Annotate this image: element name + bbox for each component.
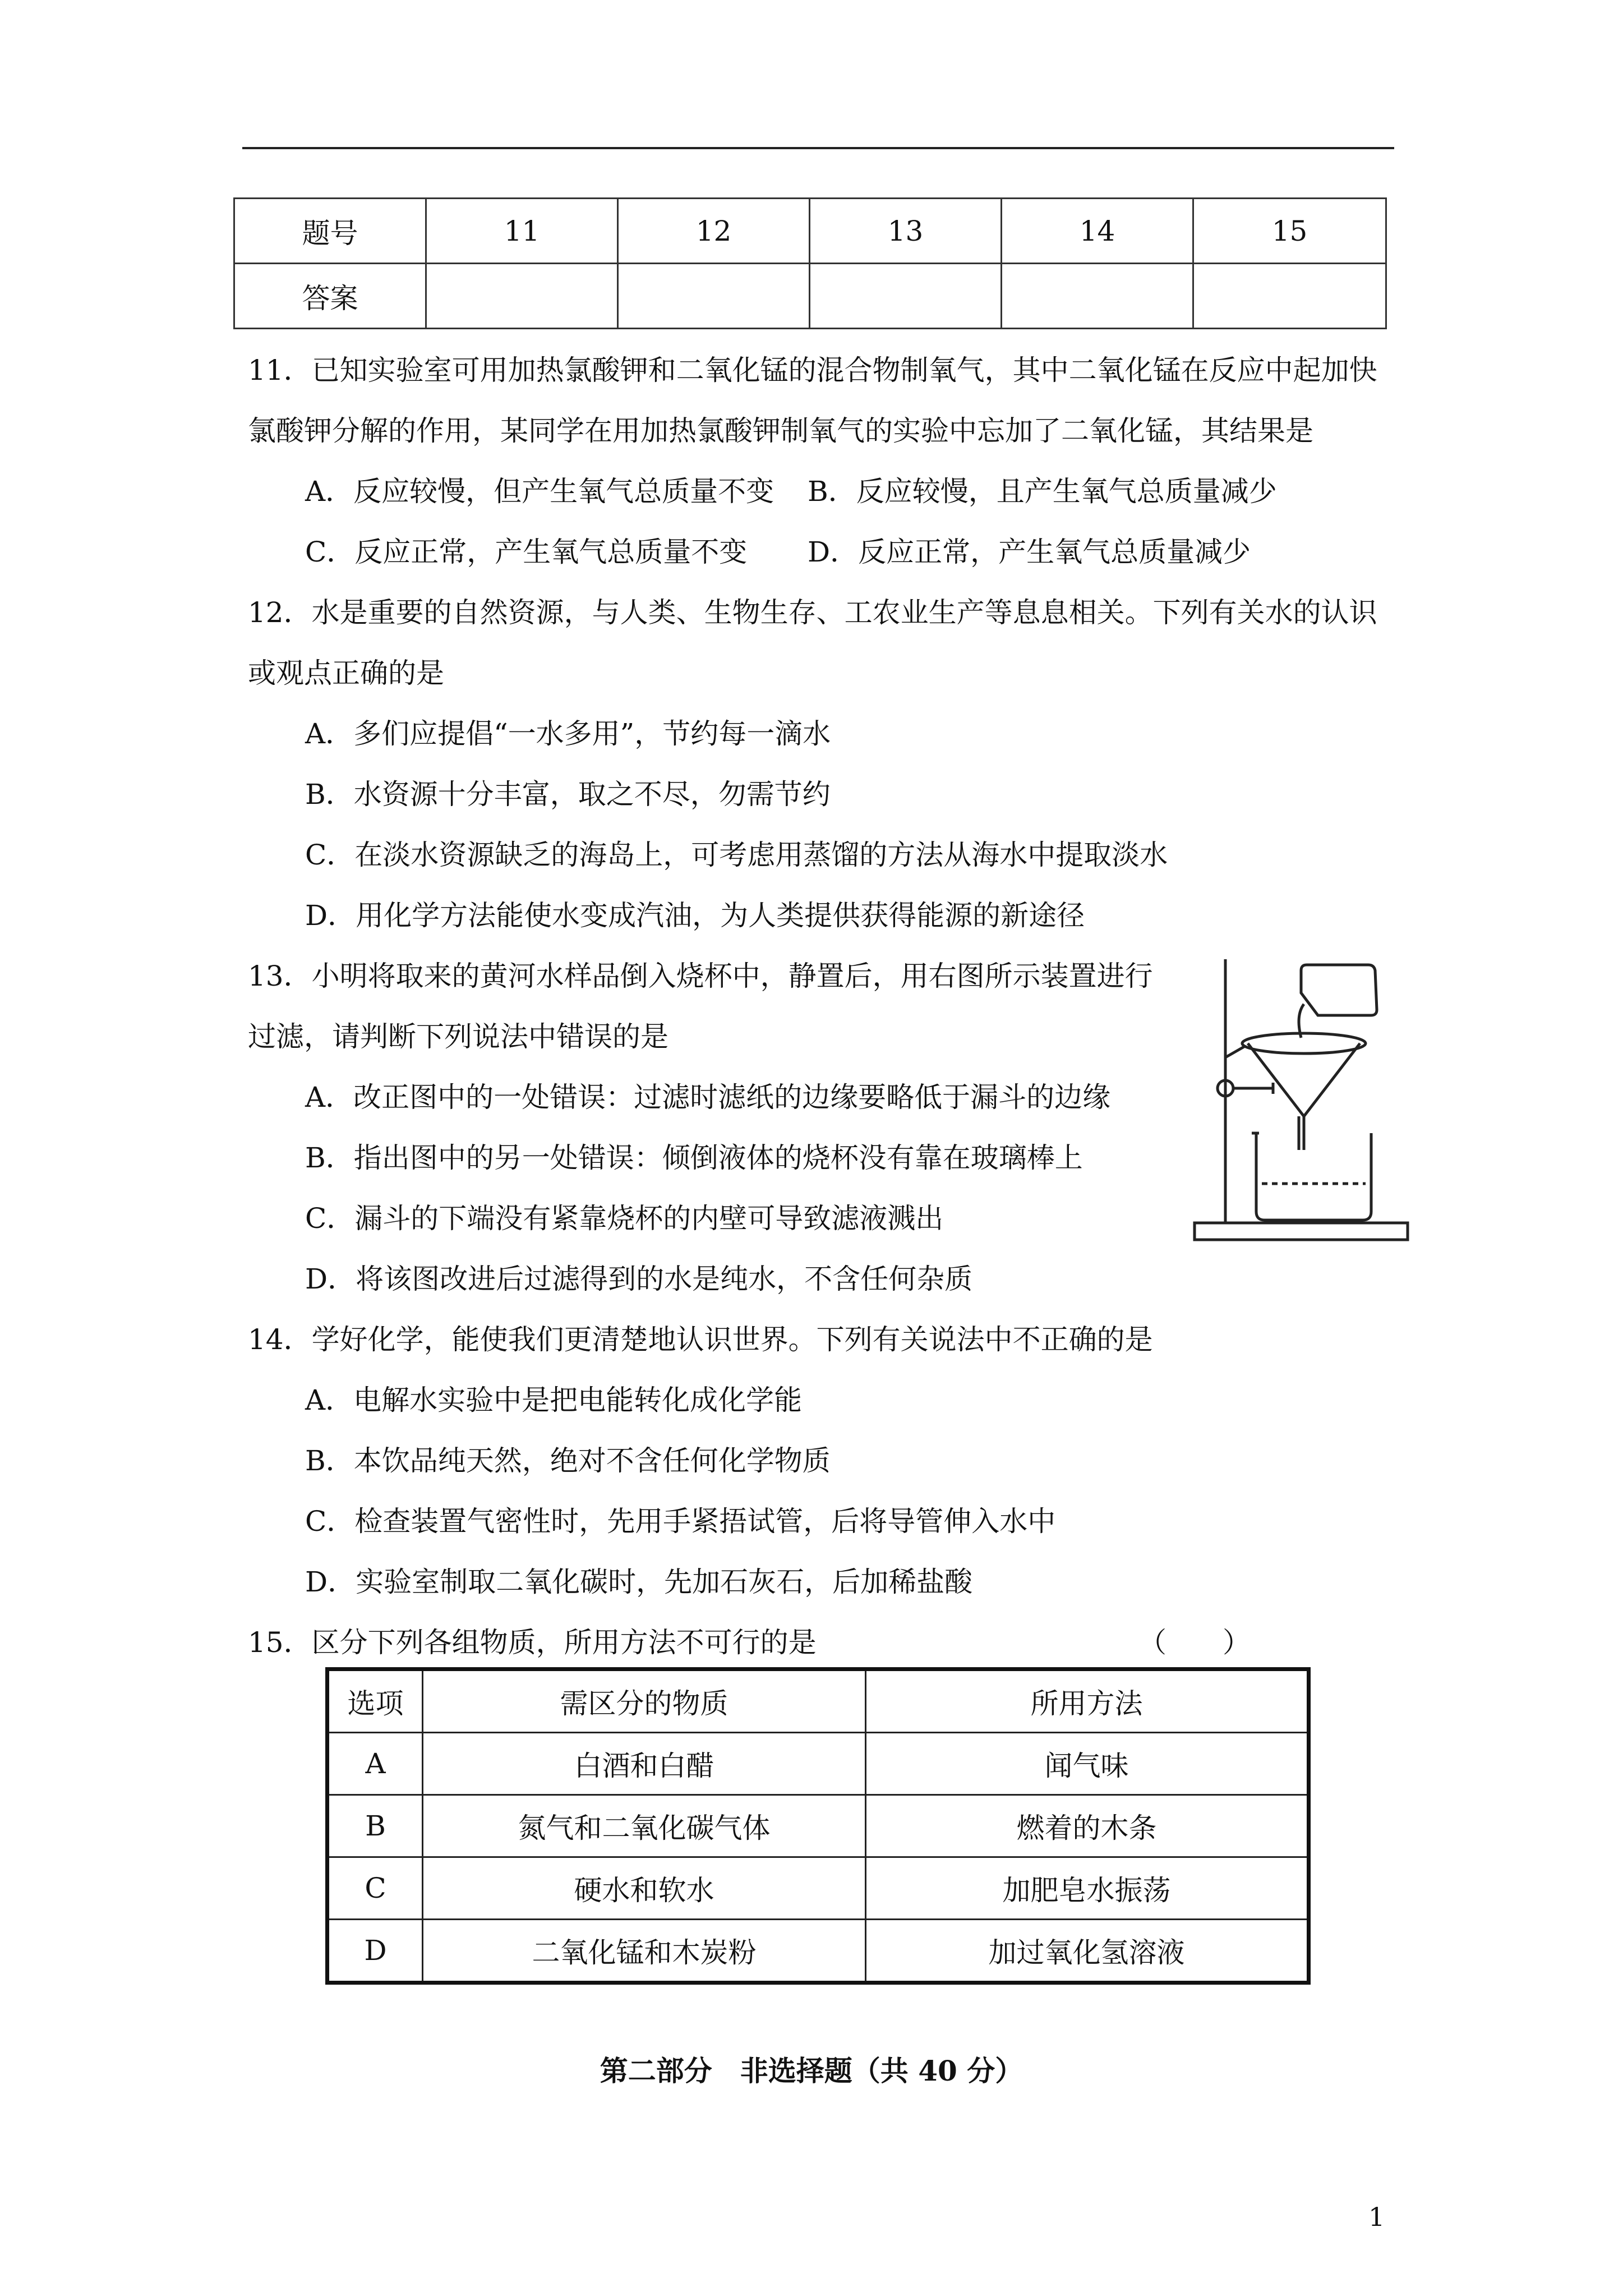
q13-option-b: B．指出图中的另一处错误：倾倒液体的烧杯没有靠在玻璃棒上 [305,1142,1083,1174]
answer-table-cell: 14 [1002,199,1193,264]
answer-cell-12[interactable] [618,264,810,329]
table-cell: 氮气和二氧化碳气体 [423,1795,866,1857]
answer-table-cell: 13 [810,199,1002,264]
answer-table-cell: 12 [618,199,810,264]
table-cell: 硬水和软水 [423,1857,866,1920]
table-header-row [328,1669,1309,1733]
q13-stem-line2: 过滤，请判断下列说法中错误的是 [248,1020,668,1053]
table-cell: 燃着的木条 [866,1795,1309,1857]
table-cell: 加过氧化氢溶液 [866,1920,1309,1983]
table-cell: B [328,1795,423,1857]
answer-table-answer-row [234,264,1386,329]
q12-option-c: C．在淡水资源缺乏的海岛上，可考虑用蒸馏的方法从海水中提取淡水 [305,839,1168,871]
q13-option-c: C．漏斗的下端没有紧靠烧杯的内壁可导致滤液溅出 [305,1202,944,1235]
table-cell: 二氧化锰和木炭粉 [423,1920,866,1983]
q13-option-a: A．改正图中的一处错误：过滤时滤纸的边缘要略低于漏斗的边缘 [305,1081,1111,1114]
q12-option-b: B．水资源十分丰富，取之不尽，勿需节约 [305,778,831,811]
page-number: 1 [1368,2202,1385,2232]
q15-method-table [325,1667,1311,1985]
table-cell: 加肥皂水振荡 [866,1857,1309,1920]
table-row [328,1733,1309,1795]
table-row [328,1857,1309,1920]
table-row [328,1795,1309,1857]
q14-stem-line1: 14．学好化学，能使我们更清楚地认识世界。下列有关说法中不正确的是 [248,1323,1153,1356]
header-rule [242,147,1394,149]
q11-option-b: B．反应较慢，且产生氧气总质量减少 [808,475,1277,508]
q14-option-b: B．本饮品纯天然，绝对不含任何化学物质 [305,1444,831,1477]
q14-option-c: C．检查装置气密性时，先用手紧捂试管，后将导管伸入水中 [305,1505,1056,1538]
table-row [328,1920,1309,1983]
q12-stem-line1: 12．水是重要的自然资源，与人类、生物生存、工农业生产等息息相关。下列有关水的认识 [248,596,1377,629]
answer-table-cell: 题号 [234,199,426,264]
q14-option-d: D．实验室制取二氧化碳时，先加石灰石，后加稀盐酸 [305,1566,973,1598]
answer-cell-14[interactable] [1002,264,1193,329]
answer-cell-15[interactable] [1193,264,1386,329]
filtration-apparatus-icon [1189,948,1413,1251]
answer-table-cell: 11 [426,199,618,264]
q11-option-c: C．反应正常，产生氧气总质量不变 [305,536,748,568]
table-cell: 白酒和白醋 [423,1733,866,1795]
q13-stem-line1: 13．小明将取来的黄河水样品倒入烧杯中，静置后，用右图所示装置进行 [248,960,1153,992]
q11-stem-line1: 11．已知实验室可用加热氯酸钾和二氧化锰的混合物制氧气，其中二氧化锰在反应中起加快 [248,354,1377,386]
answer-table [233,197,1387,329]
table-header-cell: 需区分的物质 [423,1669,866,1733]
q11-option-a: A．反应较慢，但产生氧气总质量不变 [305,475,774,508]
table-cell: C [328,1857,423,1920]
q11-stem-line2: 氯酸钾分解的作用，某同学在用加热氯酸钾制氧气的实验中忘加了二氧化锰，其结果是 [248,415,1313,447]
answer-table-cell: 答案 [234,264,426,329]
answer-cell-13[interactable] [810,264,1002,329]
table-header-cell: 所用方法 [866,1669,1309,1733]
q14-option-a: A．电解水实验中是把电能转化成化学能 [305,1384,803,1416]
q15-stem-line1: 15．区分下列各组物质，所用方法不可行的是 [248,1626,817,1659]
q12-option-a: A．多们应提倡“一水多用”，节约每一滴水 [305,717,831,750]
q11-option-d: D．反应正常，产生氧气总质量减少 [808,536,1251,568]
table-cell: D [328,1920,423,1983]
q13-option-d: D．将该图改进后过滤得到的水是纯水，不含任何杂质 [305,1263,973,1295]
answer-cell-11[interactable] [426,264,618,329]
answer-table-header-row [234,199,1386,264]
answer-table-cell: 15 [1193,199,1386,264]
q12-stem-line2: 或观点正确的是 [248,657,444,689]
section-title: 第二部分 非选择题（共 40 分） [600,2054,1023,2087]
table-header-cell: 选项 [328,1669,423,1733]
q12-option-d: D．用化学方法能使水变成汽油，为人类提供获得能源的新途径 [305,899,1085,932]
q15-answer-paren[interactable]: （ ） [1138,1626,1251,1659]
table-cell: 闻气味 [866,1733,1309,1795]
table-cell: A [328,1733,423,1795]
